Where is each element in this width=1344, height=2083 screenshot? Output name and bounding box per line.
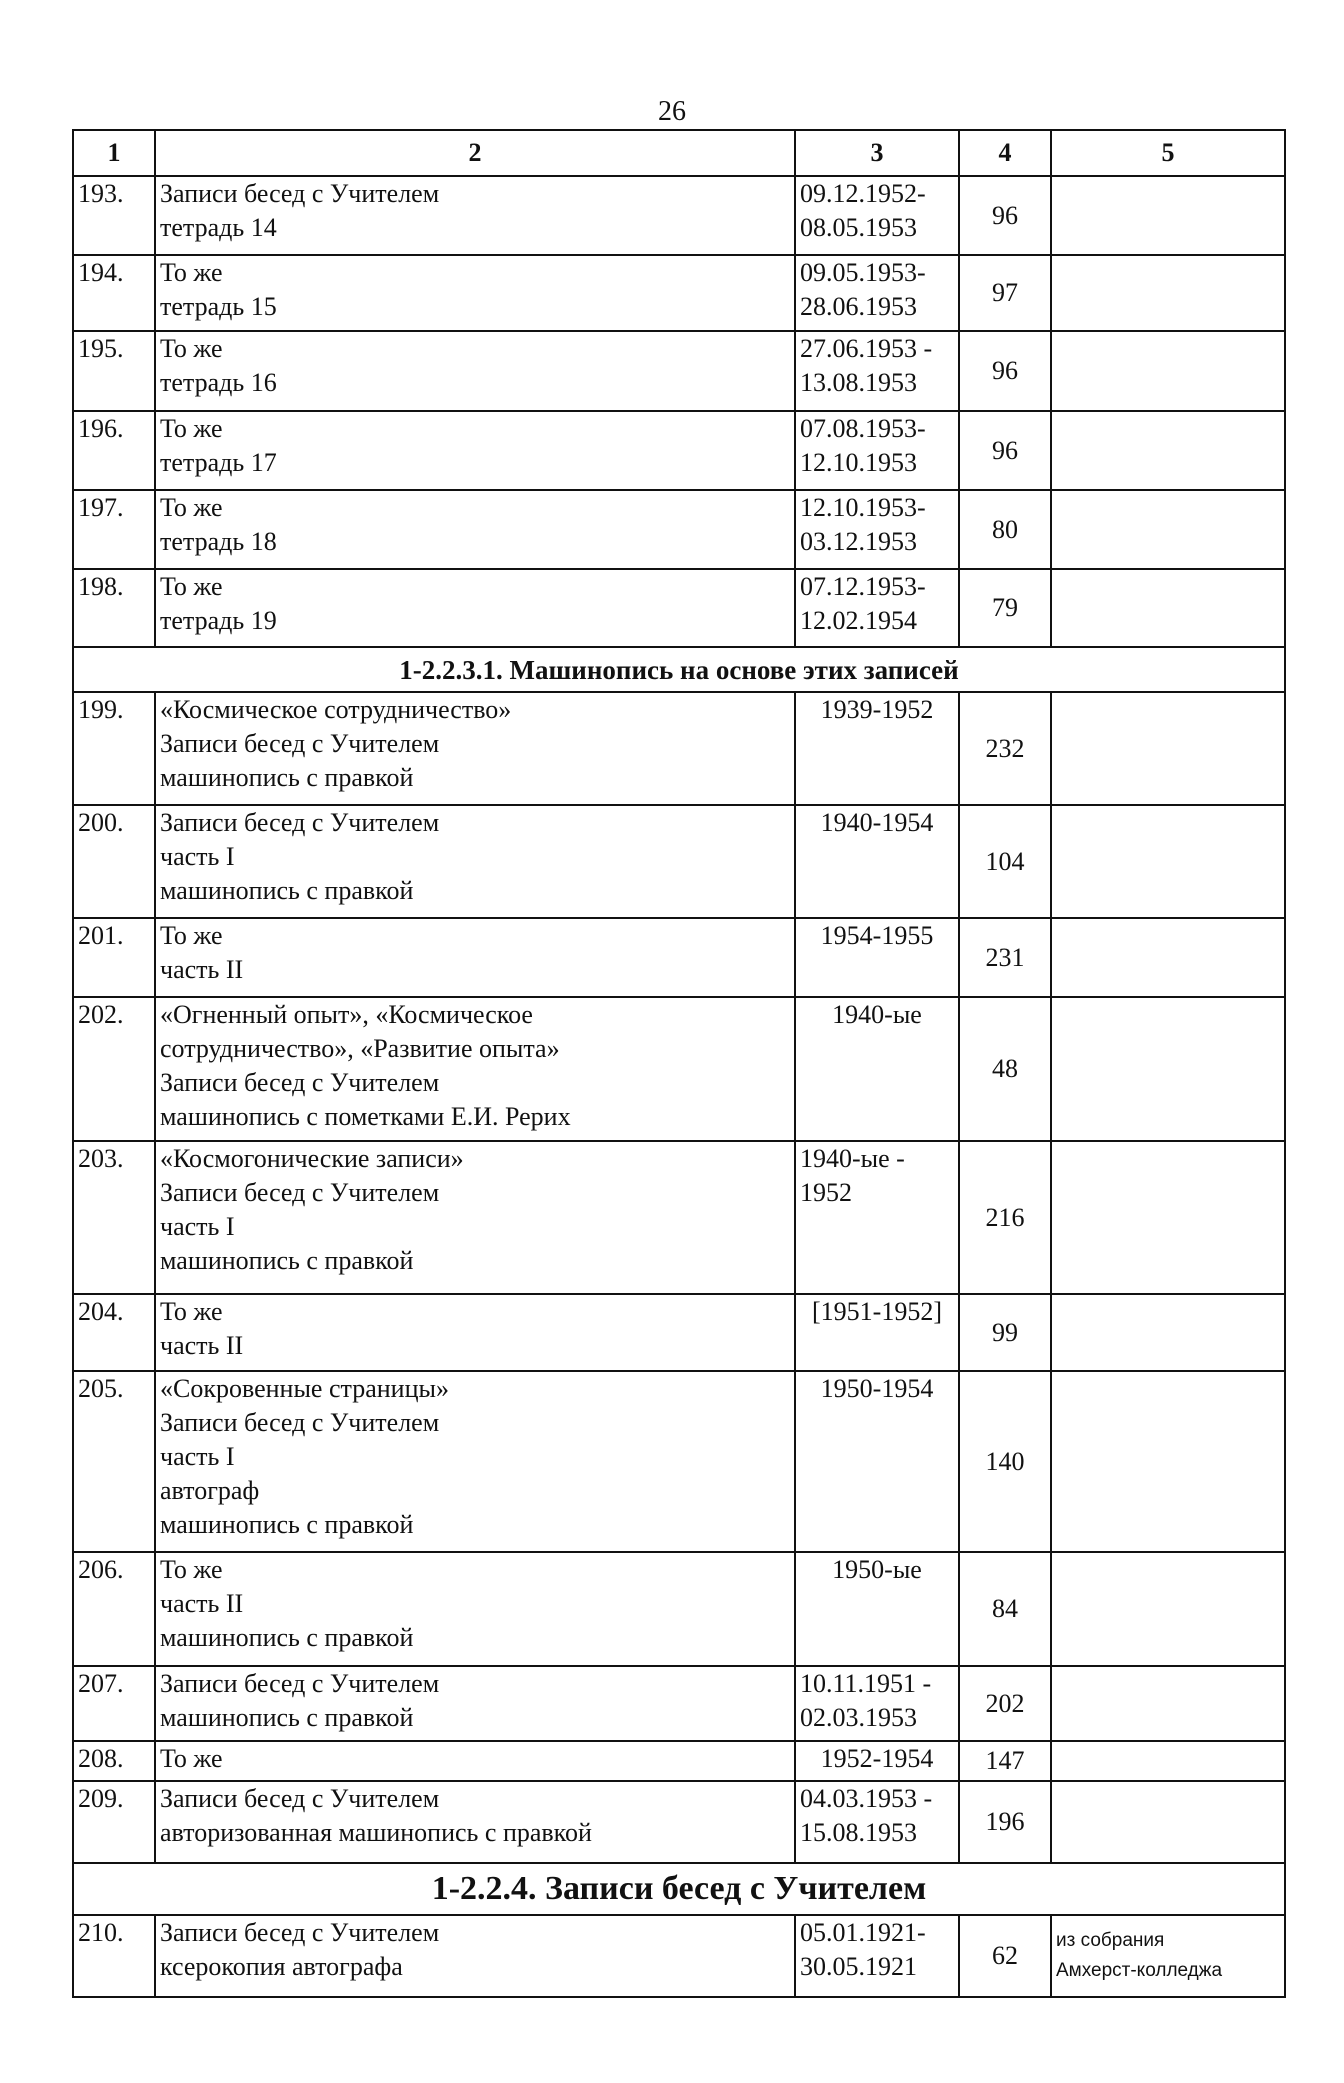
description-line: машинопись с правкой (160, 1510, 414, 1539)
item-dates (795, 918, 959, 997)
description-line: То же (160, 493, 223, 522)
item-note (1051, 331, 1285, 411)
date-line: 05.01.1921- (800, 1918, 926, 1947)
item-dates (795, 1781, 959, 1863)
date-line: 1939-1952 (820, 695, 934, 724)
inventory-table (72, 129, 1286, 1998)
description-line: тетрадь 17 (160, 448, 277, 477)
item-description (155, 692, 795, 805)
item-page-count: 196 (959, 1781, 1051, 1863)
item-page-count: 96 (959, 331, 1051, 411)
item-note (1051, 1552, 1285, 1666)
item-page-count: 231 (959, 918, 1051, 997)
date-line: 1954-1955 (820, 921, 934, 950)
date-line: 02.03.1953 (800, 1703, 917, 1732)
description-line: тетрадь 18 (160, 527, 277, 556)
description-line: часть I (160, 1212, 235, 1241)
date-line: 28.06.1953 (800, 292, 917, 321)
item-description (155, 1141, 795, 1294)
description-line: машинопись с правкой (160, 1246, 414, 1275)
item-description (155, 1666, 795, 1741)
description-line: То же (160, 1297, 223, 1326)
item-description (155, 331, 795, 411)
item-description (155, 997, 795, 1141)
table-row (73, 411, 1285, 490)
item-description (155, 1781, 795, 1863)
item-description (155, 918, 795, 997)
item-page-count: 99 (959, 1294, 1051, 1371)
table-row (73, 1781, 1285, 1863)
date-line: 1950-1954 (820, 1374, 934, 1403)
description-line: То же (160, 258, 223, 287)
item-description (155, 1915, 795, 1997)
item-dates (795, 569, 959, 647)
item-number: 201. (73, 918, 155, 997)
item-description (155, 411, 795, 490)
item-note (1051, 692, 1285, 805)
item-description (155, 1371, 795, 1552)
item-page-count: 80 (959, 490, 1051, 569)
description-line: авторизованная машинопись с правкой (160, 1818, 592, 1847)
item-note (1051, 997, 1285, 1141)
description-line: «Сокровенные страницы» (160, 1374, 449, 1403)
item-dates (795, 1294, 959, 1371)
date-line: 1952-1954 (820, 1744, 934, 1773)
date-line: 12.02.1954 (800, 606, 917, 635)
description-line: тетрадь 19 (160, 606, 277, 635)
item-description (155, 490, 795, 569)
item-number: 210. (73, 1915, 155, 1997)
item-page-count: 62 (959, 1915, 1051, 1997)
column-header-notes: 5 (1051, 130, 1285, 176)
item-note (1051, 1666, 1285, 1741)
item-number: 198. (73, 569, 155, 647)
description-line: тетрадь 16 (160, 368, 277, 397)
description-line: машинопись с пометками Е.И. Рерих (160, 1102, 571, 1131)
item-number: 203. (73, 1141, 155, 1294)
description-line: часть II (160, 955, 244, 984)
date-line: 09.12.1952- (800, 179, 926, 208)
item-note (1051, 918, 1285, 997)
item-note (1051, 255, 1285, 331)
item-dates (795, 1741, 959, 1781)
item-number: 195. (73, 331, 155, 411)
item-dates (795, 1666, 959, 1741)
item-dates (795, 1552, 959, 1666)
description-line: «Космогонические записи» (160, 1144, 464, 1173)
item-note (1051, 176, 1285, 255)
description-line: тетрадь 15 (160, 292, 277, 321)
description-line: Записи бесед с Учителем (160, 1068, 440, 1097)
note-line: Амхерст-колледжа (1056, 1960, 1223, 1981)
item-dates (795, 692, 959, 805)
item-number: 199. (73, 692, 155, 805)
column-header-title: 2 (155, 130, 795, 176)
description-line: Записи бесед с Учителем (160, 729, 440, 758)
item-note (1051, 1141, 1285, 1294)
item-dates (795, 331, 959, 411)
description-line: часть I (160, 1442, 235, 1471)
description-line: То же (160, 334, 223, 363)
description-line: часть II (160, 1589, 244, 1618)
item-number: 202. (73, 997, 155, 1141)
item-description (155, 1741, 795, 1781)
item-page-count: 202 (959, 1666, 1051, 1741)
description-line: Записи бесед с Учителем (160, 1178, 440, 1207)
item-page-count: 97 (959, 255, 1051, 331)
item-note (1051, 1781, 1285, 1863)
item-description (155, 805, 795, 918)
date-line: 12.10.1953 (800, 448, 917, 477)
item-page-count: 147 (959, 1741, 1051, 1781)
table-row (73, 1141, 1285, 1294)
item-note (1051, 1741, 1285, 1781)
date-line: 1940-1954 (820, 808, 934, 837)
description-line: машинопись с правкой (160, 876, 414, 905)
table-header-row (73, 130, 1285, 176)
description-line: Записи бесед с Учителем (160, 1918, 440, 1947)
table-row (73, 1552, 1285, 1666)
item-dates (795, 255, 959, 331)
table-row (73, 1666, 1285, 1741)
item-description (155, 1294, 795, 1371)
date-line: 30.05.1921 (800, 1952, 917, 1981)
item-number: 207. (73, 1666, 155, 1741)
table-row (73, 569, 1285, 647)
page-number: 26 (658, 96, 686, 127)
date-line: 08.05.1953 (800, 213, 917, 242)
item-note (1051, 490, 1285, 569)
item-number: 193. (73, 176, 155, 255)
section-heading-row (73, 647, 1285, 692)
item-dates (795, 411, 959, 490)
item-dates (795, 997, 959, 1141)
item-note (1051, 1371, 1285, 1552)
section-heading: 1-2.2.3.1. Машинопись на основе этих записей (73, 647, 1285, 692)
date-line: 07.12.1953- (800, 572, 926, 601)
item-number: 206. (73, 1552, 155, 1666)
table-row (73, 918, 1285, 997)
item-page-count: 48 (959, 997, 1051, 1141)
item-note (1051, 1915, 1285, 1997)
item-dates (795, 805, 959, 918)
description-line: То же (160, 572, 223, 601)
item-page-count: 79 (959, 569, 1051, 647)
table-row (73, 1915, 1285, 1997)
item-page-count: 84 (959, 1552, 1051, 1666)
item-number: 204. (73, 1294, 155, 1371)
item-description (155, 176, 795, 255)
description-line: То же (160, 1555, 223, 1584)
column-header-dates: 3 (795, 130, 959, 176)
item-dates (795, 1141, 959, 1294)
description-line: «Космическое сотрудничество» (160, 695, 512, 724)
description-line: То же (160, 921, 223, 950)
description-line: машинопись с правкой (160, 1623, 414, 1652)
description-line: часть II (160, 1331, 244, 1360)
table-row (73, 1371, 1285, 1552)
table-row (73, 1741, 1285, 1781)
table-row (73, 490, 1285, 569)
item-description (155, 255, 795, 331)
table-row (73, 997, 1285, 1141)
item-note (1051, 805, 1285, 918)
item-page-count: 216 (959, 1141, 1051, 1294)
item-number: 205. (73, 1371, 155, 1552)
description-line: часть I (160, 842, 235, 871)
description-line: Записи бесед с Учителем (160, 1669, 440, 1698)
description-line: То же (160, 414, 223, 443)
item-page-count: 232 (959, 692, 1051, 805)
table-row (73, 805, 1285, 918)
item-note (1051, 1294, 1285, 1371)
date-line: 1952 (800, 1178, 852, 1207)
item-dates (795, 1371, 959, 1552)
column-header-number: 1 (73, 130, 155, 176)
description-line: «Огненный опыт», «Космическое (160, 1000, 533, 1029)
date-line: 1940-ые - (800, 1144, 905, 1173)
date-line: 15.08.1953 (800, 1818, 917, 1847)
item-page-count: 104 (959, 805, 1051, 918)
description-line: Записи бесед с Учителем (160, 1784, 440, 1813)
item-dates (795, 490, 959, 569)
date-line: 04.03.1953 - (800, 1784, 933, 1813)
section-heading-row (73, 1863, 1285, 1915)
table-row (73, 1294, 1285, 1371)
description-line: автограф (160, 1476, 260, 1505)
item-description (155, 569, 795, 647)
description-line: Записи бесед с Учителем (160, 1408, 440, 1437)
column-header-pages: 4 (959, 130, 1051, 176)
item-number: 194. (73, 255, 155, 331)
table-row (73, 255, 1285, 331)
item-dates (795, 1915, 959, 1997)
date-line: 07.08.1953- (800, 414, 926, 443)
item-note (1051, 569, 1285, 647)
date-line: 1950-ые (832, 1555, 922, 1584)
date-line: 09.05.1953- (800, 258, 926, 287)
date-line: 27.06.1953 - (800, 334, 933, 363)
item-number: 209. (73, 1781, 155, 1863)
description-line: машинопись с правкой (160, 1703, 414, 1732)
item-number: 200. (73, 805, 155, 918)
description-line: Записи бесед с Учителем (160, 179, 440, 208)
item-page-count: 96 (959, 176, 1051, 255)
item-description (155, 1552, 795, 1666)
item-dates (795, 176, 959, 255)
item-number: 208. (73, 1741, 155, 1781)
description-line: сотрудничество», «Развитие опыта» (160, 1034, 560, 1063)
item-number: 197. (73, 490, 155, 569)
section-heading: 1-2.2.4. Записи бесед с Учителем (73, 1863, 1285, 1915)
date-line: 10.11.1951 - (800, 1669, 932, 1698)
table-row (73, 176, 1285, 255)
date-line: 12.10.1953- (800, 493, 926, 522)
description-line: тетрадь 14 (160, 213, 277, 242)
table-row (73, 692, 1285, 805)
item-page-count: 140 (959, 1371, 1051, 1552)
description-line: машинопись с правкой (160, 763, 414, 792)
date-line: 03.12.1953 (800, 527, 917, 556)
date-line: [1951-1952] (812, 1297, 942, 1326)
note-line: из собрания (1056, 1930, 1165, 1951)
date-line: 1940-ые (832, 1000, 922, 1029)
item-note (1051, 411, 1285, 490)
date-line: 13.08.1953 (800, 368, 917, 397)
item-number: 196. (73, 411, 155, 490)
description-line: То же (160, 1744, 223, 1773)
description-line: ксерокопия автографа (160, 1952, 403, 1981)
item-page-count: 96 (959, 411, 1051, 490)
table-row (73, 331, 1285, 411)
description-line: Записи бесед с Учителем (160, 808, 440, 837)
